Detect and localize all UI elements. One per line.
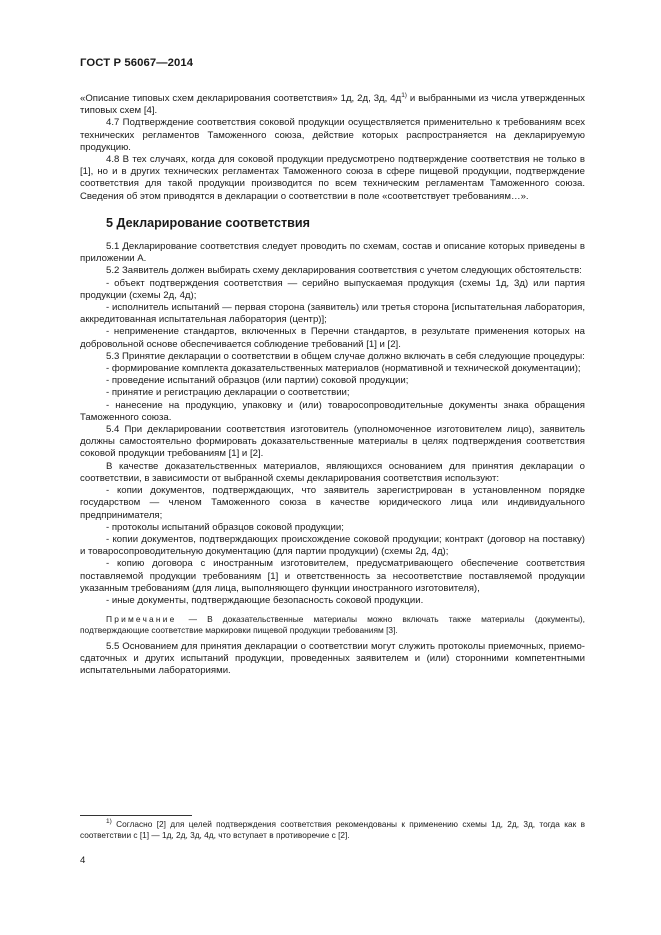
paragraph-5-1: 5.1 Декларирование соответствия следует проводить по схемам, состав и описание которых приведены в приложении А. (80, 241, 585, 265)
footnote (80, 819, 585, 841)
paragraph-5-5: 5.5 Основанием для принятия декларации о соответствии могут служить протоколы приемочных, приемо-сдаточных и других испытаний продукции, проведенных заявителем и (или) сторонними компетентными испытательными лабораториями. (80, 640, 585, 676)
list-item: - принятие и регистрацию декларации о соответствии; (106, 387, 350, 399)
section-title: 5 Декларирование соответствия (106, 215, 311, 230)
paragraph-4-8: 4.8 В тех случаях, когда для соковой продукции предусмотрено подтверждение соответствия не только в [1], но и в других технических регламентах Таможенного союза в сфере пищевой продукции, подтверждение соответствия для такой продукции производится по всем техническим регламентам Таможенного союза. Сведения об этом приводятся в декларации о соответствии в поле «соответствует требованиям…». (80, 154, 585, 202)
list-item: - неприменение стандартов, включенных в Перечни стандартов, в результате применения которых на добровольной основе обеспечивается соблюдение требований [1] и [2]. (80, 326, 585, 350)
list-item: - нанесение на продукцию, упаковку и (или) товаросопроводительные документы знака обращения Таможенного союза. (80, 399, 585, 423)
document-body (80, 93, 585, 677)
list-item: - объект подтверждения соответствия — серийно выпускаемая продукция (схемы 1д, 3д) или партия продукции (схемы 2д, 4д); (80, 277, 585, 301)
note-label: Примечание (106, 614, 177, 625)
list-item: - копии документов, подтверждающих происхождение соковой продукции; контракт (договор на поставку) и товаросопроводительную документацию (для партии продукции) (схемы 2д, 4д); (80, 533, 585, 558)
list-item: - иные документы, подтверждающие безопасность соковой продукции. (106, 594, 424, 606)
paragraph-continuation: «Описание типовых схем декларирования соответствия» 1д, 2д, 3д, $4д^{1)}$ и выбранными из числа утвержденных типовых схем [4]. (80, 91, 585, 117)
footnote-marker: 1) (106, 818, 112, 826)
note: Примечание — В доказательственные материалы можно включать также материалы (документы), подтверждающие соответствие маркировки пищевой продукции требованиям [3]. (80, 614, 586, 636)
paragraph-5-4: 5.4 При декларировании соответствия изготовитель (уполномоченное изготовителем лицо), заявитель должны самостоятельно формировать доказательственные материалы в целях подтверждения соответствия соковой продукции требованиям [1] и [2]. (80, 424, 585, 460)
page-number: 4 (80, 855, 86, 866)
paragraph-5-2: 5.2 Заявитель должен выбирать схему декларирования соответствия с учетом следующих обстоятельств: (106, 265, 582, 277)
list-item: - копии документов, подтверждающих, что заявитель зарегистрирован в установленном порядке государством — членом Таможенного союза в качестве юридического лица или индивидуального предпринимателя; (80, 485, 585, 521)
paragraph-evidence-intro: В качестве доказательственных материалов, являющихся основанием для принятия декларации о соответствии, в зависимости от выбранной схемы декларирования соответствия используют: (80, 460, 585, 484)
standard-code-header: ГОСТ Р 56067—2014 (80, 57, 194, 69)
paragraph-5-3: 5.3 Принятие декларации о соответствии в общем случае должно включать в себя следующие процедуры: (106, 350, 585, 362)
paragraph-4-7: 4.7 Подтверждение соответствия соковой продукции осуществляется применительно к требованиям всех технических регламентов Таможенного союза, действие которых распространяется на декларируемую продукцию. (80, 117, 585, 153)
list-item: - протоколы испытаний образцов соковой продукции; (106, 521, 344, 533)
footnote-text: Согласно [2] для целей подтверждения соответствия рекомендованы к применению схемы 1д, 2д, 3д, тогда как в соответствии с [1] — 1д, 2д, 3д, 4д, что вступает в противоречие с [2]. (80, 819, 585, 841)
list-item: - проведение испытаний образцов (или партии) соковой продукции; (106, 375, 409, 387)
footnote-divider (80, 815, 192, 816)
list-item: - копию договора с иностранным изготовителем, предусматривающего обеспечение соответствия поставляемой продукции требованиям [1] и ответственность за несоответствие поставляемой продукции указанным требованиям (для лица, выполняющего функции иностранного изготовителя), (80, 558, 585, 594)
footnote-ref: 1) (401, 91, 407, 99)
note-text: В доказательственные материалы можно включать также материалы (документы), подтверждающие соответствие маркировки пищевой продукции требованиям [3]. (80, 614, 586, 636)
list-item: - исполнитель испытаний — первая сторона (заявитель) или третья сторона [испытательная лаборатория, аккредитованная испытательная лаборатория (центр)]; (80, 302, 585, 326)
list-item: - формирование комплекта доказательственных материалов (нормативной и технической документации); (106, 363, 581, 375)
